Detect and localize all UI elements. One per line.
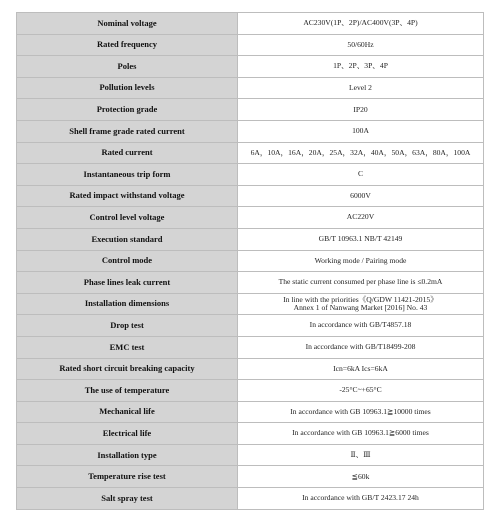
spec-row <box>17 315 484 337</box>
spec-value-line: Annex 1 of Nanwang Market [2016] No. 43 <box>293 303 428 313</box>
specification-table-body <box>17 13 484 510</box>
spec-value <box>238 34 484 56</box>
spec-row <box>17 401 484 423</box>
spec-value-line: Ⅱ、Ⅲ <box>350 450 371 459</box>
spec-value-line: In accordance with GB/T4857.18 <box>309 320 412 330</box>
spec-value <box>238 164 484 186</box>
spec-value-line: Icn=6kA Ics=6kA <box>333 363 388 373</box>
spec-label: Mechanical life <box>17 401 238 423</box>
specification-table <box>16 12 484 510</box>
spec-label: Control mode <box>17 250 238 272</box>
spec-label: The use of temperature <box>17 380 238 402</box>
spec-label: Instantaneous trip form <box>17 164 238 186</box>
spec-label: Execution standard <box>17 228 238 250</box>
spec-row <box>17 164 484 186</box>
spec-value-line: -25°C~+65°C <box>339 385 382 395</box>
spec-value <box>238 142 484 164</box>
spec-value <box>238 56 484 78</box>
spec-value <box>238 120 484 142</box>
spec-value-line: 100A <box>352 126 369 136</box>
spec-value-line: In accordance with GB 10963.1≧10000 times <box>290 406 431 416</box>
spec-row <box>17 423 484 445</box>
spec-value-line: IP20 <box>353 104 368 114</box>
spec-value <box>238 228 484 250</box>
spec-label: Installation dimensions <box>17 293 238 315</box>
spec-label: Electrical life <box>17 423 238 445</box>
spec-label: Salt spray test <box>17 488 238 510</box>
spec-label: Rated frequency <box>17 34 238 56</box>
spec-row <box>17 272 484 294</box>
spec-value-line: In accordance with GB/T 2423.17 24h <box>302 493 419 503</box>
spec-label: Rated current <box>17 142 238 164</box>
spec-value <box>238 185 484 207</box>
spec-label: Control level voltage <box>17 207 238 229</box>
spec-value-line: In accordance with GB/T18499-208 <box>305 342 416 352</box>
spec-value <box>238 315 484 337</box>
spec-row <box>17 250 484 272</box>
spec-label: Temperature rise test <box>17 466 238 488</box>
spec-value-line: Working mode / Pairing mode <box>314 255 407 265</box>
spec-row <box>17 99 484 121</box>
spec-value <box>238 358 484 380</box>
spec-value-line: AC220V <box>346 212 375 222</box>
spec-value-line: The static current consumed per phase line is ≤0.2mA <box>278 277 443 287</box>
spec-value-line: GB/T 10963.1 NB/T 42149 <box>318 234 403 244</box>
spec-row <box>17 380 484 402</box>
spec-label: Installation type <box>17 444 238 466</box>
spec-value <box>238 380 484 402</box>
spec-value-line: 6A，10A，16A，20A，25A，32A，40A，50A，63A，80A，100A <box>250 147 471 157</box>
spec-value-line: AC230V(1P、2P)/AC400V(3P、4P) <box>303 18 418 28</box>
spec-value <box>238 423 484 445</box>
spec-row <box>17 13 484 35</box>
spec-row <box>17 293 484 315</box>
spec-value-line: 50/60Hz <box>347 39 374 49</box>
spec-row <box>17 185 484 207</box>
spec-value <box>238 207 484 229</box>
spec-row <box>17 207 484 229</box>
spec-value <box>238 488 484 510</box>
spec-label: Poles <box>17 56 238 78</box>
spec-value-line: 6000V <box>350 190 371 200</box>
spec-label: Protection grade <box>17 99 238 121</box>
spec-row <box>17 336 484 358</box>
spec-value-line: C <box>357 169 364 179</box>
spec-value <box>238 272 484 294</box>
spec-row <box>17 444 484 466</box>
spec-label: Phase lines leak current <box>17 272 238 294</box>
spec-label: Rated short circuit breaking capacity <box>17 358 238 380</box>
spec-label: Pollution levels <box>17 77 238 99</box>
spec-value <box>238 250 484 272</box>
spec-value <box>238 336 484 358</box>
spec-row <box>17 120 484 142</box>
spec-value <box>238 401 484 423</box>
spec-value <box>238 13 484 35</box>
spec-value <box>238 77 484 99</box>
spec-value <box>238 444 484 466</box>
spec-row <box>17 228 484 250</box>
spec-value <box>238 293 484 315</box>
spec-row <box>17 142 484 164</box>
spec-row <box>17 56 484 78</box>
spec-label: EMC test <box>17 336 238 358</box>
spec-row <box>17 488 484 510</box>
spec-label: Shell frame grade rated current <box>17 120 238 142</box>
spec-row <box>17 358 484 380</box>
spec-row <box>17 77 484 99</box>
spec-value-line: In line with the priorities《Q/GDW 11421-2015》 <box>283 294 438 304</box>
spec-row <box>17 466 484 488</box>
spec-label: Drop test <box>17 315 238 337</box>
spec-value-line: In accordance with GB 10963.1≧6000 times <box>292 428 429 438</box>
spec-value-line: Level 2 <box>349 82 372 92</box>
spec-value-line: 1P、2P、3P、4P <box>333 61 388 71</box>
spec-value-line: ≦60k <box>351 471 370 481</box>
spec-row <box>17 34 484 56</box>
spec-value <box>238 466 484 488</box>
spec-value <box>238 99 484 121</box>
spec-label: Nominal voltage <box>17 13 238 35</box>
spec-label: Rated impact withstand voltage <box>17 185 238 207</box>
